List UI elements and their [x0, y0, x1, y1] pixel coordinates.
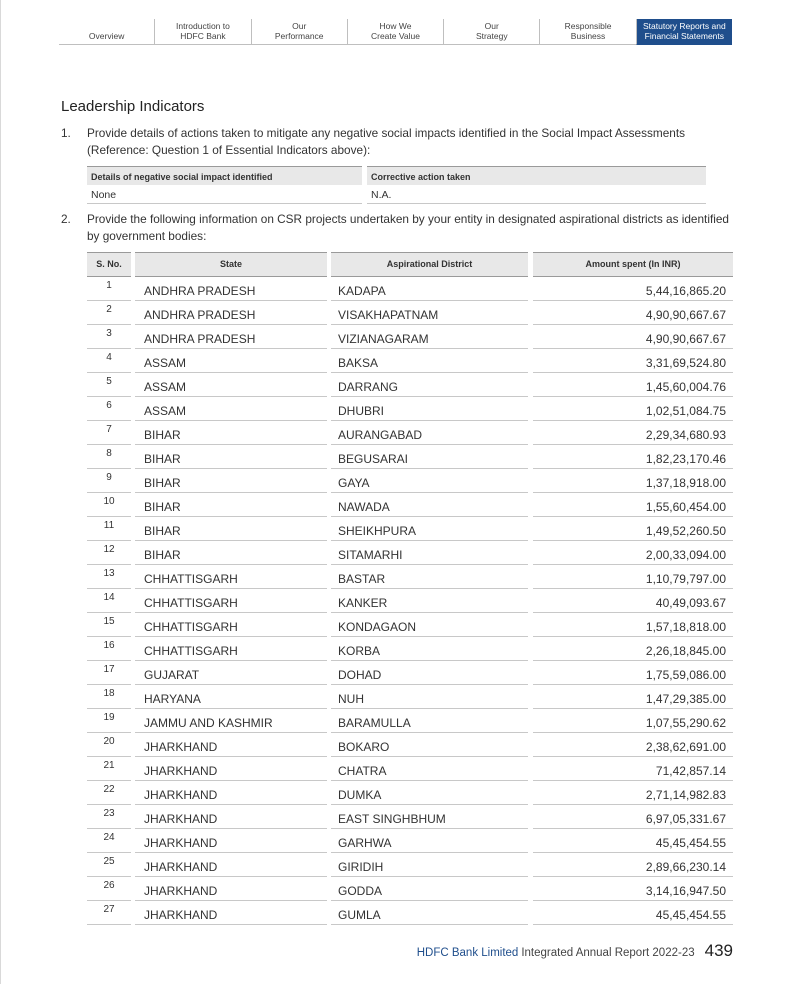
table-row [87, 733, 733, 757]
nav-tab-label: Our Strategy [475, 21, 508, 41]
table-row [87, 325, 733, 349]
nav-tab-label: Overview [88, 31, 125, 41]
question-number: 2. [61, 212, 71, 226]
table-cell: KADAPA [331, 277, 528, 301]
table-cell: 1,02,51,084.75 [533, 397, 733, 421]
nav-tab[interactable] [251, 19, 347, 45]
table-cell: 7 [87, 421, 131, 445]
question-2 [61, 211, 736, 245]
nav-tab[interactable] [154, 19, 250, 45]
table-cell: 2,29,34,680.93 [533, 421, 733, 445]
table-body [87, 277, 733, 925]
nav-tab-label: Responsible Business [564, 21, 612, 41]
table-cell: 1,45,60,004.76 [533, 373, 733, 397]
table-cell: JHARKHAND [135, 781, 327, 805]
table-cell: GUJARAT [135, 661, 327, 685]
table-cell: DUMKA [331, 781, 528, 805]
csr-aspirational-districts-table [87, 252, 733, 925]
table-cell: JHARKHAND [135, 733, 327, 757]
page-footer [417, 941, 733, 961]
table-cell: VIZIANAGARAM [331, 325, 528, 349]
table-cell: 1,57,18,818.00 [533, 613, 733, 637]
table-cell: 2,89,66,230.14 [533, 853, 733, 877]
nav-tab[interactable] [59, 19, 154, 45]
table-cell: 25 [87, 853, 131, 877]
table-cell: 1 [87, 277, 131, 301]
footer-report-title: Integrated Annual Report 2022-23 [521, 947, 695, 959]
column-header: Aspirational District [331, 252, 528, 277]
table-cell: 1,75,59,086.00 [533, 661, 733, 685]
column-header: Corrective action taken [367, 166, 706, 185]
nav-tab[interactable] [347, 19, 443, 45]
table-cell: JHARKHAND [135, 829, 327, 853]
table-cell: 1,07,55,290.62 [533, 709, 733, 733]
table-cell: GIRIDIH [331, 853, 528, 877]
table-cell: BOKARO [331, 733, 528, 757]
table-row [87, 277, 733, 301]
table-cell: VISAKHAPATNAM [331, 301, 528, 325]
table-row [87, 541, 733, 565]
table-header [87, 166, 706, 185]
table-cell: 26 [87, 877, 131, 901]
table-cell: CHHATTISGARH [135, 637, 327, 661]
table-cell: None [87, 185, 362, 204]
table-row [87, 589, 733, 613]
nav-tab[interactable] [636, 19, 732, 45]
table-cell: BIHAR [135, 493, 327, 517]
table-cell: BIHAR [135, 541, 327, 565]
table-cell: DARRANG [331, 373, 528, 397]
table-cell: 16 [87, 637, 131, 661]
nav-tab-label: How We Create Value [370, 21, 420, 41]
footer-brand: HDFC Bank Limited [416, 947, 519, 959]
table-cell: BASTAR [331, 565, 528, 589]
table-cell: ASSAM [135, 349, 327, 373]
table-cell: JAMMU AND KASHMIR [135, 709, 327, 733]
table-row [87, 613, 733, 637]
table-cell: BIHAR [135, 421, 327, 445]
table-cell: EAST SINGHBHUM [331, 805, 528, 829]
table-cell: ANDHRA PRADESH [135, 277, 327, 301]
table-cell: 21 [87, 757, 131, 781]
table-cell: 17 [87, 661, 131, 685]
table-cell: JHARKHAND [135, 757, 327, 781]
table-cell: SHEIKHPURA [331, 517, 528, 541]
table-row [87, 517, 733, 541]
table-cell: BAKSA [331, 349, 528, 373]
column-header: Amount spent (In INR) [533, 252, 733, 277]
table-row [87, 565, 733, 589]
section-title: Leadership Indicators [61, 98, 205, 115]
table-row [87, 709, 733, 733]
table-cell: DOHAD [331, 661, 528, 685]
page-number: 439 [704, 941, 733, 960]
table-cell: BEGUSARAI [331, 445, 528, 469]
table-cell: 11 [87, 517, 131, 541]
table-cell: ANDHRA PRADESH [135, 325, 327, 349]
table-cell: AURANGABAD [331, 421, 528, 445]
table-cell: HARYANA [135, 685, 327, 709]
table-cell: 1,47,29,385.00 [533, 685, 733, 709]
question-1 [61, 125, 736, 159]
table-row [87, 805, 733, 829]
table-cell: 20 [87, 733, 131, 757]
table-cell: 27 [87, 901, 131, 925]
table-cell: 2,71,14,982.83 [533, 781, 733, 805]
question-text: Provide details of actions taken to mitigate any negative social impacts identified in the Social Impact Assessments (Reference: Question 1 of Essential Indicators above): [87, 126, 686, 157]
table-cell: 2,26,18,845.00 [533, 637, 733, 661]
table-cell: 3,31,69,524.80 [533, 349, 733, 373]
table-cell: 40,49,093.67 [533, 589, 733, 613]
table-cell: CHHATTISGARH [135, 589, 327, 613]
table-cell: 1,55,60,454.00 [533, 493, 733, 517]
negative-impact-table [87, 166, 706, 204]
nav-tab-label: Statutory Reports and Financial Statements [642, 21, 726, 41]
table-cell: BARAMULLA [331, 709, 528, 733]
nav-tab[interactable] [539, 19, 635, 45]
top-navigation [59, 19, 732, 45]
table-cell: BIHAR [135, 469, 327, 493]
table-cell: BIHAR [135, 445, 327, 469]
table-cell: JHARKHAND [135, 877, 327, 901]
table-cell: 10 [87, 493, 131, 517]
table-cell: ASSAM [135, 373, 327, 397]
table-row [87, 493, 733, 517]
table-cell: 2 [87, 301, 131, 325]
table-row [87, 853, 733, 877]
table-cell: ANDHRA PRADESH [135, 301, 327, 325]
page-edge-rule [0, 0, 1, 984]
table-cell: BIHAR [135, 517, 327, 541]
table-row [87, 445, 733, 469]
nav-tab-label: Our Performance [274, 21, 324, 41]
table-cell: 23 [87, 805, 131, 829]
table-cell: 15 [87, 613, 131, 637]
table-cell: 5 [87, 373, 131, 397]
table-cell: 1,37,18,918.00 [533, 469, 733, 493]
table-cell: 13 [87, 565, 131, 589]
table-cell: 2,38,62,691.00 [533, 733, 733, 757]
table-cell: 71,42,857.14 [533, 757, 733, 781]
table-row [87, 781, 733, 805]
question-text: Provide the following information on CSR projects undertaken by your entity in designated aspirational districts as identified by government bodies: [87, 212, 729, 243]
table-cell: JHARKHAND [135, 901, 327, 925]
table-cell: NAWADA [331, 493, 528, 517]
table-cell: 1,49,52,260.50 [533, 517, 733, 541]
table-row [87, 637, 733, 661]
nav-tab[interactable] [443, 19, 539, 45]
table-cell: 4,90,90,667.67 [533, 325, 733, 349]
table-row [87, 901, 733, 925]
table-cell: 4,90,90,667.67 [533, 301, 733, 325]
table-cell: DHUBRI [331, 397, 528, 421]
table-cell: KONDAGAON [331, 613, 528, 637]
question-number: 1. [61, 126, 71, 140]
table-cell: CHATRA [331, 757, 528, 781]
table-cell: 4 [87, 349, 131, 373]
table-cell: 24 [87, 829, 131, 853]
table-cell: SITAMARHI [331, 541, 528, 565]
table-cell: GUMLA [331, 901, 528, 925]
table-cell: CHHATTISGARH [135, 613, 327, 637]
table-row [87, 421, 733, 445]
table-cell: 1,82,23,170.46 [533, 445, 733, 469]
table-row [87, 661, 733, 685]
table-row [87, 301, 733, 325]
table-cell: 2,00,33,094.00 [533, 541, 733, 565]
table-cell: N.A. [367, 185, 706, 204]
table-row [87, 397, 733, 421]
table-row [87, 185, 706, 204]
column-header: State [135, 252, 327, 277]
table-cell: 45,45,454.55 [533, 901, 733, 925]
column-header: S. No. [87, 252, 131, 277]
table-cell: 8 [87, 445, 131, 469]
table-row [87, 877, 733, 901]
table-cell: 3 [87, 325, 131, 349]
table-cell: 1,10,79,797.00 [533, 565, 733, 589]
table-row [87, 373, 733, 397]
table-row [87, 757, 733, 781]
table-cell: GODDA [331, 877, 528, 901]
table-cell: 18 [87, 685, 131, 709]
table-cell: JHARKHAND [135, 853, 327, 877]
table-cell: 45,45,454.55 [533, 829, 733, 853]
table-cell: 19 [87, 709, 131, 733]
table-cell: 3,14,16,947.50 [533, 877, 733, 901]
table-cell: KANKER [331, 589, 528, 613]
table-cell: 12 [87, 541, 131, 565]
column-header: Details of negative social impact identified [87, 166, 362, 185]
table-row [87, 829, 733, 853]
table-cell: GARHWA [331, 829, 528, 853]
table-cell: NUH [331, 685, 528, 709]
table-cell: 22 [87, 781, 131, 805]
table-cell: JHARKHAND [135, 805, 327, 829]
table-cell: ASSAM [135, 397, 327, 421]
table-header [87, 252, 733, 277]
table-cell: KORBA [331, 637, 528, 661]
table-cell: GAYA [331, 469, 528, 493]
table-row [87, 349, 733, 373]
table-row [87, 469, 733, 493]
nav-tab-label: Introduction to HDFC Bank [175, 21, 230, 41]
table-cell: 6 [87, 397, 131, 421]
table-cell: CHHATTISGARH [135, 565, 327, 589]
table-cell: 5,44,16,865.20 [533, 277, 733, 301]
table-cell: 6,97,05,331.67 [533, 805, 733, 829]
table-cell: 9 [87, 469, 131, 493]
table-cell: 14 [87, 589, 131, 613]
table-row [87, 685, 733, 709]
